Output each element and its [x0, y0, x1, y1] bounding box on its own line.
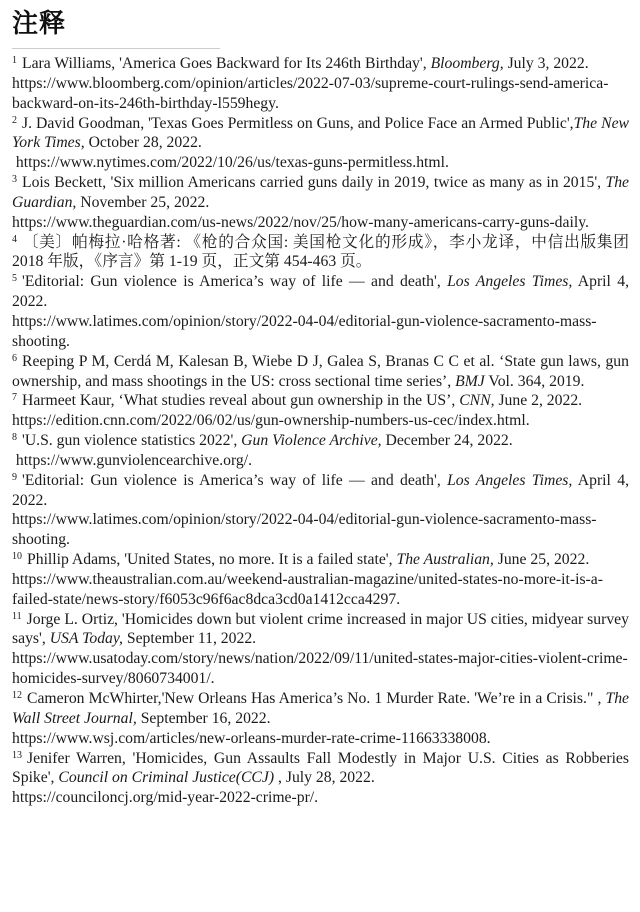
note-text: December 24, 2022.	[381, 432, 513, 450]
note-text: October 28, 2022.	[84, 134, 202, 152]
note-number: 3	[12, 174, 17, 186]
note-text: July 3, 2022.	[503, 55, 589, 72]
note-text: BMJ	[455, 372, 485, 390]
note-url: https://www.usatoday.com/story/news/nation/2022/09/11/united-states-major-cities-violent-crime-homicides-survey/8060734001/.	[12, 650, 628, 688]
note-text: September 16, 2022.	[136, 709, 271, 727]
note-item	[12, 272, 629, 351]
note-url: https://www.theguardian.com/us-news/2022/nov/25/how-many-americans-carry-guns-daily.	[12, 213, 589, 231]
note-item	[12, 233, 629, 273]
note-text: Gun Violence Archive,	[241, 432, 382, 450]
note-text: The Wall Street Journal,	[12, 690, 629, 727]
note-item	[12, 550, 629, 610]
note-item	[12, 54, 629, 114]
notes-list	[12, 54, 629, 808]
note-number: 7	[12, 392, 17, 404]
note-text: Bloomberg,	[430, 55, 504, 72]
note-text: Jenifer Warren, 'Homicides, Gun Assaults Fall Modestly in Major U.S. Cities as Robberies Spike',	[12, 749, 629, 787]
note-text: Lara Williams, 'America Goes Backward for Its 246th Birthday',	[22, 55, 431, 72]
note-url: https://counciloncj.org/mid-year-2022-crime-pr/.	[12, 789, 319, 807]
note-text: Jorge L. Ortiz, 'Homicides down but violent crime increased in major US cities, midyear survey says',	[12, 610, 629, 648]
note-text: 'Editorial: Gun violence is America’s way of life — and death',	[22, 273, 448, 291]
note-number: 10	[12, 551, 22, 563]
note-number: 6	[12, 352, 17, 364]
note-item	[12, 471, 629, 550]
note-text: Los Angeles Times,	[447, 471, 573, 489]
note-text: 'U.S. gun violence statistics 2022',	[22, 432, 242, 450]
note-item	[12, 431, 629, 471]
note-text: November 25, 2022.	[76, 193, 210, 211]
note-text: 〔美〕帕梅拉·哈格著: 《枪的合众国: 美国枪文化的形成》，李小龙译，中信出版集团 2018 年版，《序言》第 1-19 页，正文第 454-463 页。	[12, 233, 629, 271]
note-number: 8	[12, 432, 17, 444]
note-item	[12, 610, 629, 689]
note-text: June 2, 2022.	[494, 392, 583, 410]
note-text: Cameron McWhirter,'New Orleans Has America’s No. 1 Murder Rate. 'We’re in a Crisis." ,	[27, 690, 606, 707]
note-text: J. David Goodman, 'Texas Goes Permitless on Guns, and Police Face an Armed Public',	[22, 114, 574, 132]
note-text: Phillip Adams, 'United States, no more. It is a failed state',	[27, 551, 397, 569]
note-number: 13	[12, 749, 22, 761]
note-url: https://www.latimes.com/opinion/story/2022-04-04/editorial-gun-violence-sacramento-mass-shooting.	[12, 312, 597, 350]
note-item	[12, 352, 629, 392]
note-text: Harmeet Kaur, ‘What studies reveal about gun ownership in the US’,	[22, 392, 460, 410]
note-text: Reeping P M, Cerdá M, Kalesan B, Wiebe D J, Galea S, Branas C C et al. ‘State gun laws, gun ownership, and mass shootings in the US: cross sectional time series’,	[12, 352, 629, 390]
note-text: Council on Criminal Justice(CCJ)	[58, 769, 275, 787]
note-number: 9	[12, 471, 17, 483]
note-number: 12	[12, 690, 22, 701]
note-text: April 4, 2022.	[12, 471, 629, 509]
note-url: https://www.bloomberg.com/opinion/articles/2022-07-03/supreme-court-rulings-send-america-backward-on-its-246th-birthday-l559hegy.	[12, 74, 609, 112]
note-url: https://www.theaustralian.com.au/weekend-australian-magazine/united-states-no-more-it-is-a-failed-state/news-story/f6053c96f6ac8dca3cd0a1412cca4297.	[12, 570, 603, 608]
note-text: The Australian,	[396, 551, 494, 569]
note-item	[12, 114, 629, 174]
note-text: September 11, 2022.	[122, 630, 257, 648]
note-text: 'Editorial: Gun violence is America’s way of life — and death',	[22, 471, 448, 489]
note-item	[12, 173, 629, 233]
note-number: 1	[12, 55, 17, 66]
note-number: 4	[12, 233, 17, 245]
note-url: https://www.wsj.com/articles/new-orleans-murder-rate-crime-11663338008.	[12, 729, 491, 747]
note-url: https://www.gunviolencearchive.org/.	[12, 451, 253, 469]
page-title: 注释	[12, 8, 67, 38]
note-item	[12, 749, 629, 809]
note-url: https://edition.cnn.com/2022/06/02/us/gun-ownership-numbers-us-cec/index.html.	[12, 412, 530, 430]
note-text: The Guardian,	[12, 174, 629, 211]
note-number: 5	[12, 273, 17, 285]
note-text: USA Today,	[49, 630, 123, 648]
note-item	[12, 391, 629, 431]
note-url: https://www.latimes.com/opinion/story/2022-04-04/editorial-gun-violence-sacramento-mass-shooting.	[12, 511, 597, 549]
note-item	[12, 689, 629, 749]
note-text: April 4, 2022.	[12, 273, 629, 311]
note-text: Vol. 364, 2019.	[484, 372, 585, 390]
title-divider	[12, 48, 220, 49]
note-text: Los Angeles Times,	[447, 273, 573, 291]
note-text: CNN,	[459, 392, 495, 410]
note-url: https://www.nytimes.com/2022/10/26/us/texas-guns-permitless.html.	[12, 154, 449, 172]
note-text: Lois Beckett, 'Six million Americans carried guns daily in 2019, twice as many as in 2015',	[22, 174, 606, 192]
note-text: , July 28, 2022.	[274, 769, 375, 787]
note-number: 2	[12, 114, 17, 126]
note-text: June 25, 2022.	[493, 551, 590, 569]
note-number: 11	[12, 610, 22, 622]
note-text: The New York Times,	[12, 114, 630, 152]
